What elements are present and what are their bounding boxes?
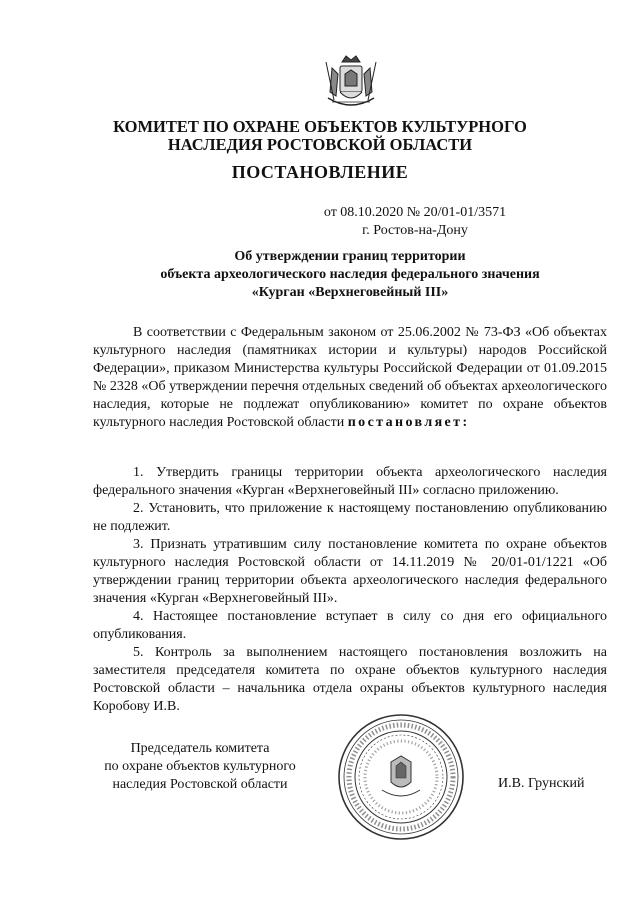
preamble-body: В соответствии с Федеральным законом от 25.06.2002 № 73-ФЗ «Об объектах культурного наследия (памятниках истории и культуры) народов Российской Федерации», приказом Министерства культуры Российской Федерации от 01.09.2015 № 2328 «Об утверждении перечня отдельных сведений об объектах археологического наследия, которые не подлежат опубликованию» комитет по охране объектов культурного наследия Ростовской области <box>93 325 607 430</box>
signatory-position <box>70 740 330 794</box>
signatory-position-line-1: Председатель комитета <box>130 741 270 756</box>
subject-line-1: Об утверждении границ территории <box>234 249 466 264</box>
document-city: г. Ростов-на-Дону <box>362 223 468 238</box>
organization-name-line-2: НАСЛЕДИЯ РОСТОВСКОЙ ОБЛАСТИ <box>167 135 473 154</box>
decree-item-2: 2. Установить, что приложение к настоящему постановлению опубликованию не подлежит. <box>93 501 607 534</box>
preamble-paragraph <box>93 324 607 432</box>
subject-line-3: «Курган «Верхнеговейный III» <box>251 285 449 300</box>
document-type: ПОСТАНОВЛЕНИЕ <box>231 162 409 182</box>
organization-name-line-1: КОМИТЕТ ПО ОХРАНЕ ОБЪЕКТОВ КУЛЬТУРНОГО <box>113 117 527 136</box>
document-subject <box>60 248 640 302</box>
document-date-number: от 08.10.2020 № 20/01-01/3571 <box>323 205 507 220</box>
decree-item-5: 5. Контроль за выполнением настоящего постановления возложить на заместителя председателя комитета по охране объектов культурного наследия Ростовской области – начальника отдела охраны объектов культурного наследия Коробову И.В. <box>93 645 607 714</box>
decree-items <box>93 464 607 716</box>
signatory-name: И.В. Грунский <box>498 776 585 791</box>
decree-item-1: 1. Утвердить границы территории объекта археологического наследия федерального значения «Курган «Верхнеговейный III» согласно приложению. <box>93 465 607 498</box>
official-seal-icon <box>336 712 466 842</box>
decree-item-3: 3. Признать утратившим силу постановление комитета по охране объектов культурного наследия Ростовской области от 14.11.2019 № 20/01-01/1221 «Об утверждении границ территории объекта археологического наследия федерального значения «Курган «Верхнеговейный III». <box>93 537 607 606</box>
signatory-position-line-3: наследия Ростовской области <box>112 777 288 792</box>
coat-of-arms-icon <box>318 52 384 118</box>
decree-word: постановляет: <box>347 415 470 430</box>
decree-item-4: 4. Настоящее постановление вступает в силу со дня его официального опубликования. <box>93 609 607 642</box>
preamble-text <box>93 324 607 432</box>
signatory-position-line-2: по охране объектов культурного <box>104 759 296 774</box>
subject-line-2: объекта археологического наследия федерального значения <box>160 267 540 282</box>
